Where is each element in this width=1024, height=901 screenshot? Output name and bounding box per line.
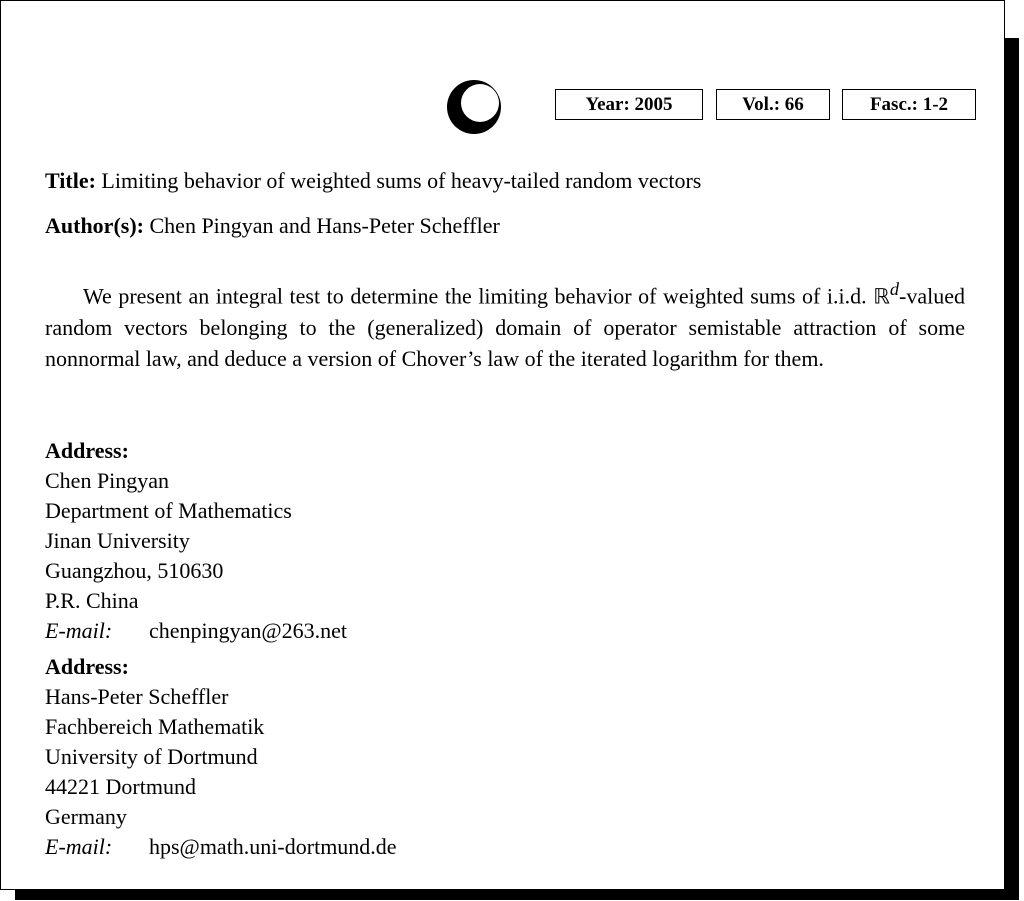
email-address[interactable]: chenpingyan@263.net [149, 618, 348, 643]
address-block-2 [45, 652, 397, 862]
title-label: Title: [45, 168, 96, 193]
abstract [45, 274, 965, 374]
address-line: Jinan University [45, 528, 190, 553]
email-label: E-mail: [45, 618, 113, 643]
email-row [45, 616, 347, 646]
email-row [45, 832, 397, 862]
address-label: Address: [45, 654, 129, 679]
fascicle-badge: Fasc.: 1-2 [842, 89, 976, 120]
address-line: 44221 Dortmund [45, 774, 196, 799]
journal-logo-icon [446, 79, 502, 135]
address-line: Hans-Peter Scheffler [45, 684, 229, 709]
address-label: Address: [45, 438, 129, 463]
real-numbers-symbol: ℝ [873, 284, 890, 309]
address-line: University of Dortmund [45, 744, 258, 769]
email-label: E-mail: [45, 834, 113, 859]
address-line: Chen Pingyan [45, 468, 170, 493]
address-line: Germany [45, 804, 127, 829]
address-line: Fachbereich Mathematik [45, 714, 265, 739]
title-row [45, 168, 701, 194]
authors-row [45, 213, 500, 239]
address-line: Department of Mathematics [45, 498, 292, 523]
paper-title: Limiting behavior of weighted sums of heavy-tailed random vectors [101, 168, 702, 193]
year-badge: Year: 2005 [555, 89, 703, 120]
address-block-1 [45, 436, 347, 646]
paper-authors: Chen Pingyan and Hans-Peter Scheffler [149, 213, 500, 238]
email-address[interactable]: hps@math.uni-dortmund.de [149, 834, 397, 859]
dimension-superscript: d [889, 279, 900, 299]
volume-badge: Vol.: 66 [716, 89, 830, 120]
abstract-text-end: -valued random vectors belonging to the (generalized) domain of operator semistable attraction of some nonnormal law, and deduce a version of Chover’s law of the iterated logarithm for them. [45, 283, 965, 372]
address-line: P.R. China [45, 588, 139, 613]
address-line: Guangzhou, 510630 [45, 558, 224, 583]
authors-label: Author(s): [45, 213, 144, 238]
abstract-text-start: We present an integral test to determine the limiting behavior of weighted sums of i.i.d. [83, 283, 874, 309]
